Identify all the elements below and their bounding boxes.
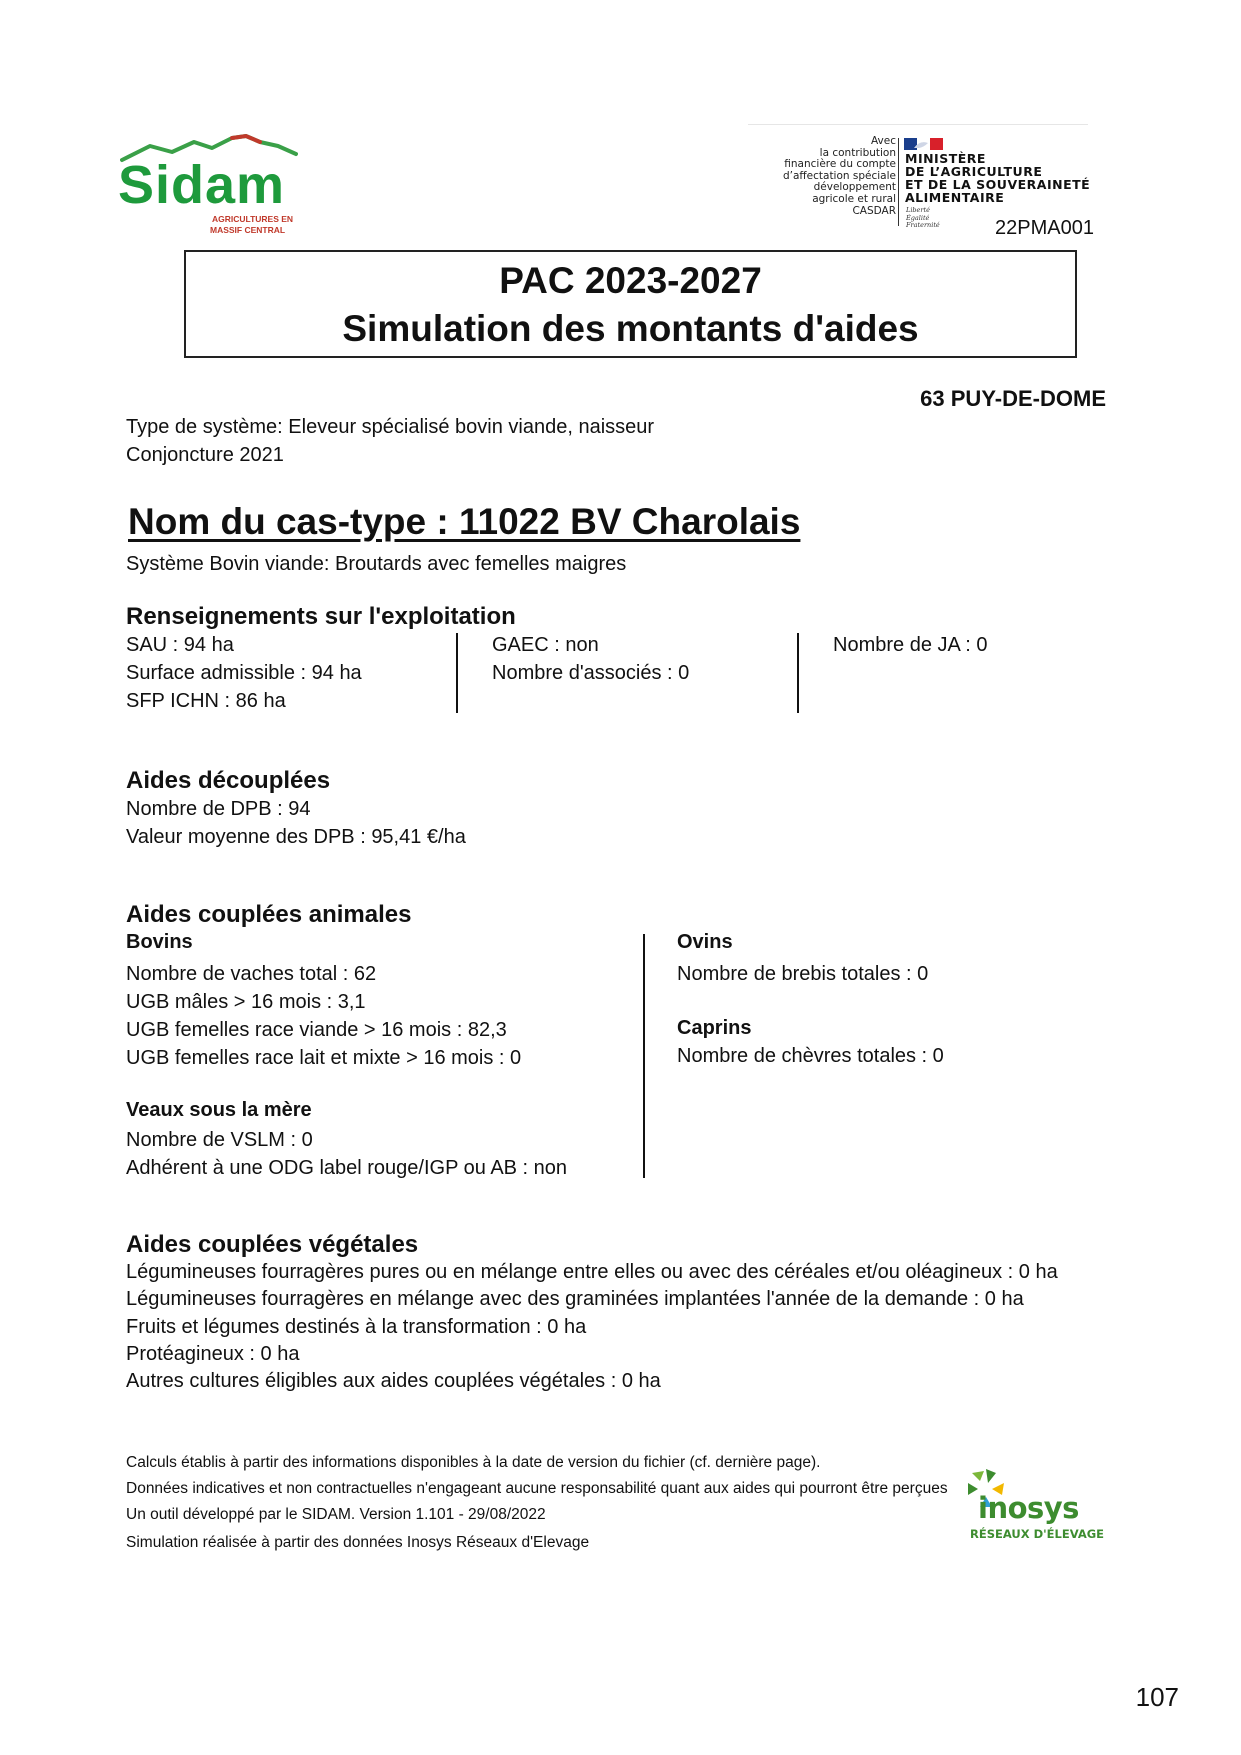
caprins-values	[677, 1042, 944, 1070]
exploitation-col3	[833, 631, 988, 659]
exploitation-divider-2	[797, 633, 799, 713]
ovins-values	[677, 960, 928, 988]
casdar-contribution	[783, 136, 896, 217]
veaux-values	[126, 1126, 567, 1182]
case-type-name: Nom du cas-type : 11022 BV Charolais	[128, 501, 801, 542]
vegetal-value: Fruits et légumes destinés à la transformation : 0 ha	[126, 1315, 587, 1338]
inosys-wordmark: inosys	[978, 1491, 1079, 1525]
page-subtitle: Simulation des montants d'aides	[342, 308, 919, 349]
system-type: Type de système: Eleveur spécialisé bovin viande, naisseur	[126, 416, 655, 438]
inosys-logo	[964, 1467, 1114, 1547]
vegetal-value: Autres cultures éligibles aux aides couplées végétales : 0 ha	[126, 1370, 661, 1393]
contribution-line: la contribution	[819, 146, 896, 159]
ministry-motto	[906, 207, 940, 230]
motto-line: Fraternité	[906, 221, 940, 229]
reference-code: 22PMA001	[995, 217, 1094, 239]
vegetal-value: Protéagineux : 0 ha	[126, 1342, 300, 1365]
exploitation-value: Nombre d'associés : 0	[492, 662, 690, 684]
bovins-values	[126, 960, 521, 1072]
caprins-value: Nombre de chèvres totales : 0	[677, 1045, 944, 1067]
contribution-line: financière du compte	[784, 158, 896, 171]
exploitation-col1	[126, 631, 362, 715]
title-box	[184, 250, 1077, 358]
exploitation-value: Nombre de JA : 0	[833, 634, 988, 656]
exploitation-value: SAU : 94 ha	[126, 634, 234, 656]
caprins-title: Caprins	[677, 1017, 752, 1039]
contribution-line: agricole et rural	[812, 192, 896, 205]
contribution-line: Avec	[870, 135, 896, 147]
footer-line-2	[126, 1479, 954, 1499]
page-number: 107	[1135, 1682, 1179, 1712]
exploitation-col2	[492, 631, 689, 687]
ovins-title: Ovins	[677, 931, 733, 953]
exploitation-value: SFP ICHN : 86 ha	[126, 690, 286, 712]
sidam-tagline-1: AGRICULTURES EN	[212, 214, 294, 224]
exploitation-value: GAEC : non	[492, 634, 599, 656]
vegetal-heading: Aides couplées végétales	[126, 1231, 419, 1258]
bovins-value: UGB femelles race lait et mixte > 16 mois : 0	[126, 1047, 522, 1069]
conjuncture: Conjoncture 2021	[126, 444, 284, 466]
decoupled-value: Nombre de DPB : 94	[126, 798, 311, 820]
ministry-divider	[898, 138, 899, 226]
ministry-name-line: MINISTÈRE	[905, 151, 986, 166]
footer-line-4: Simulation réalisée à partir des données Inosys Réseaux d'Elevage	[126, 1534, 590, 1551]
inosys-subtitle: RÉSEAUX D'ÉLEVAGE	[970, 1527, 1105, 1541]
ministry-name-line: ET DE LA SOUVERAINETÉ	[905, 177, 1091, 192]
exploitation-value: Surface admissible : 94 ha	[126, 662, 362, 684]
vegetal-value: Légumineuses fourragères pures ou en mélange entre elles ou avec des céréales et/ou oléagineux : 0 ha	[126, 1261, 1058, 1283]
motto-line: Liberté	[906, 206, 930, 214]
bovins-value: UGB mâles > 16 mois : 3,1	[126, 991, 366, 1013]
ministry-top-rule	[748, 124, 1088, 125]
exploitation-heading: Renseignements sur l'exploitation	[126, 603, 516, 630]
contribution-line: d’affectation spéciale	[782, 169, 896, 182]
veaux-title: Veaux sous la mère	[126, 1099, 312, 1121]
ministry-name-line: DE L’AGRICULTURE	[905, 164, 1043, 179]
department: 63 PUY-DE-DOME	[920, 386, 1106, 411]
bovins-value: Nombre de vaches total : 62	[126, 963, 377, 985]
vegetal-values	[126, 1259, 1058, 1395]
exploitation-divider-1	[456, 633, 458, 713]
animal-divider	[643, 934, 645, 1178]
veaux-value: Adhérent à une ODG label rouge/IGP ou AB : non	[126, 1157, 568, 1179]
decoupled-value: Valeur moyenne des DPB : 95,41 €/ha	[126, 826, 466, 848]
contribution-line: développement	[813, 181, 896, 194]
sidam-tagline-2: MASSIF CENTRAL	[210, 225, 286, 235]
ministry-name-line: ALIMENTAIRE	[905, 190, 1005, 205]
case-type-system: Système Bovin viande: Broutards avec femelles maigres	[126, 553, 627, 575]
footer-line-1: Calculs établis à partir des informations disponibles à la date de version du fichier (cf. dernière page).	[126, 1454, 821, 1471]
bovins-value: UGB femelles race viande > 16 mois : 82,3	[126, 1019, 507, 1041]
motto-line: Égalité	[906, 213, 930, 222]
decoupled-heading: Aides découplées	[126, 767, 331, 794]
ovins-value: Nombre de brebis totales : 0	[677, 963, 929, 985]
vegetal-value: Légumineuses fourragères en mélange avec des graminées implantées l'année de la demande : 0 ha	[126, 1288, 1024, 1311]
footer-line-3: Un outil développé par le SIDAM. Version 1.101 - 29/08/2022	[126, 1506, 546, 1523]
page-title: PAC 2023-2027	[499, 260, 762, 301]
decoupled-values	[126, 795, 466, 851]
marianne-flag-icon	[904, 138, 944, 150]
sidam-wordmark: Sidam	[118, 155, 286, 215]
bovins-title: Bovins	[126, 931, 193, 953]
contribution-line: CASDAR	[852, 204, 896, 217]
footer-disclaimer: Données indicatives et non contractuelles n'engageant aucune responsabilité quant aux aides qui pourront être perçues	[126, 1480, 948, 1497]
ministry-name	[905, 152, 1090, 204]
animal-heading: Aides couplées animales	[126, 901, 412, 928]
sidam-logo	[118, 132, 308, 237]
veaux-value: Nombre de VSLM : 0	[126, 1129, 313, 1151]
